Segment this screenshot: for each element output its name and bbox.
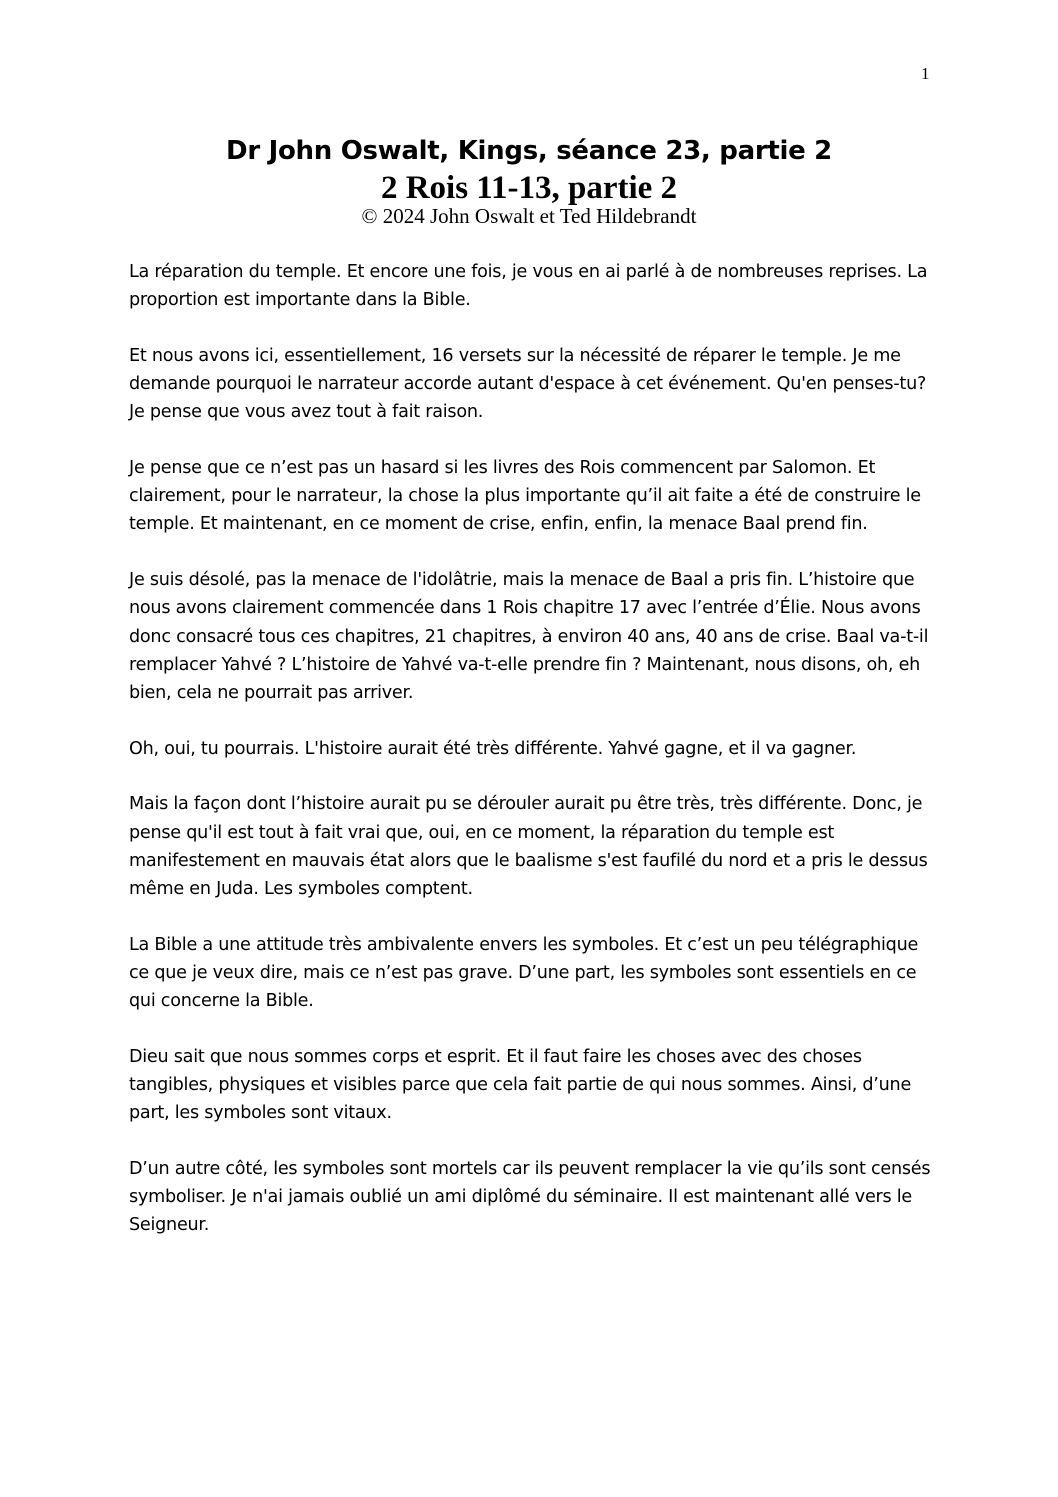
title-block	[0, 133, 1058, 228]
copyright-notice: © 2024 John Oswalt et Ted Hildebrandt	[361, 204, 697, 228]
paragraph: Et nous avons ici, essentiellement, 16 versets sur la nécessité de réparer le temple. Je me demande pourquoi le narrateur accorde autant d'espace à cet événement. Qu'en penses-tu? Je pense que vous avez tout à fait raison.	[129, 345, 927, 423]
paragraph: La réparation du temple. Et encore une fois, je vous en ai parlé à de nombreuses reprises. La proportion est importante dans la Bible.	[129, 262, 928, 311]
document-subtitle: 2 Rois 11-13, partie 2	[380, 170, 678, 206]
paragraph: Je suis désolé, pas la menace de l'idolâtrie, mais la menace de Baal a pris fin. L’histoire que nous avons clairement commencée dans 1 Rois chapitre 17 avec l’entrée d’Élie. Nous avons donc consacré tous ces chapitres, 21 chapitres, à environ 40 ans, 40 ans de crise. Baal va-t-il remplacer Yahvé ? L’histoire de Yahvé va-t-elle prendre fin ? Maintenant, nous disons, oh, eh bien, cela ne pourrait pas arriver.	[129, 570, 929, 703]
document-title: Dr John Oswalt, Kings, séance 23, partie 2	[226, 136, 832, 166]
paragraph: Mais la façon dont l’histoire aurait pu se dérouler aurait pu être très, très différente. Donc, je pense qu'il est tout à fait vrai que, oui, en ce moment, la réparation du temple est manifestement en mauvais état alors que le baalisme s'est faufilé du nord et a pris le dessus même en Juda. Les symboles comptent.	[129, 794, 928, 899]
transcript-body	[129, 258, 939, 1267]
paragraph: Je pense que ce n’est pas un hasard si les livres des Rois commencent par Salomon. Et clairement, pour le narrateur, la chose la plus importante qu’il ait faite a été de construire le temple. Et maintenant, en ce moment de crise, enfin, enfin, la menace Baal prend fin.	[129, 458, 921, 535]
page-number: 1	[921, 64, 930, 83]
paragraph: Dieu sait que nous sommes corps et esprit. Et il faut faire les choses avec des choses tangibles, physiques et visibles parce que cela fait partie de qui nous sommes. Ainsi, d’une part, les symboles sont vitaux.	[129, 1046, 912, 1124]
paragraph: La Bible a une attitude très ambivalente envers les symboles. Et c’est un peu télégraphique ce que je veux dire, mais ce n’est pas grave. D’une part, les symboles sont essentiels en ce qui concerne la Bible.	[129, 934, 919, 1012]
paragraph: D’un autre côté, les symboles sont mortels car ils peuvent remplacer la vie qu’ils sont censés symboliser. Je n'ai jamais oublié un ami diplômé du séminaire. Il est maintenant allé vers le Seigneur.	[129, 1158, 931, 1236]
paragraph: Oh, oui, tu pourrais. L'histoire aurait été très différente. Yahvé gagne, et il va gagner.	[129, 738, 857, 759]
